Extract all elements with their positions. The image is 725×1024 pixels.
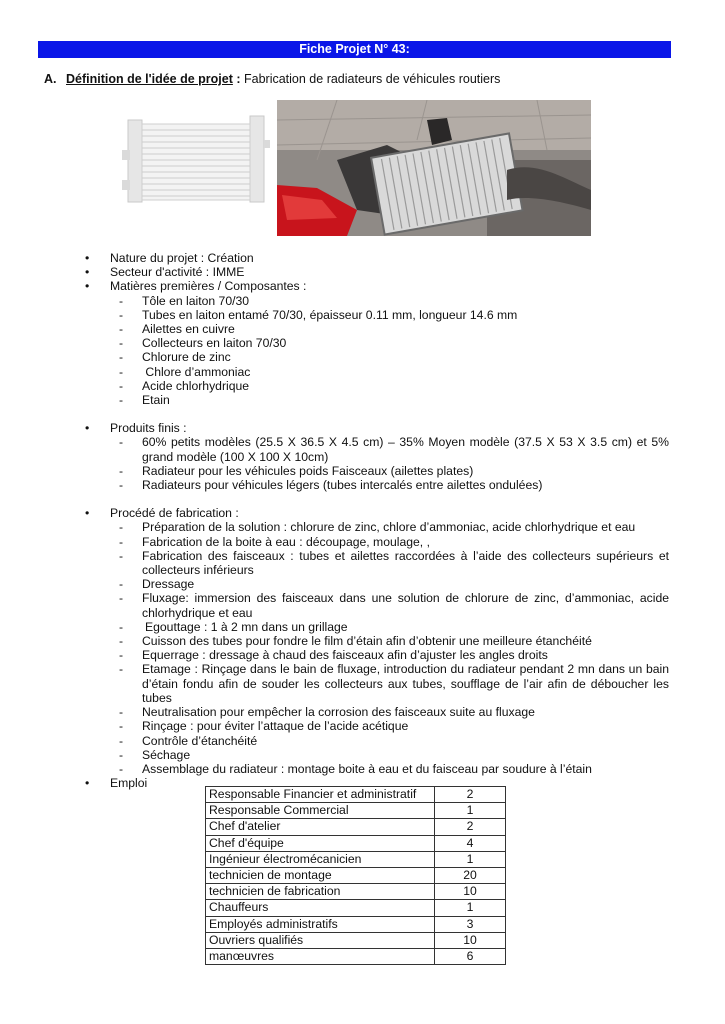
sub-item: [0, 705, 725, 719]
secteur-text: Secteur d'activité : IMME: [110, 265, 245, 280]
section-letter: A.: [44, 72, 57, 86]
dash: -: [119, 364, 124, 379]
project-details: [0, 251, 725, 790]
procede-step: Rinçage : pour éviter l’attaque de l’acide acétique: [142, 719, 409, 734]
list-item-produits: [0, 421, 725, 435]
matieres-label: Matières premières / Composantes :: [110, 279, 307, 294]
dash: -: [119, 350, 124, 365]
table-row: [206, 948, 506, 964]
role-cell: Chauffeurs: [206, 900, 435, 916]
sub-item: [0, 719, 725, 733]
table-row: [206, 851, 506, 867]
dash: -: [119, 435, 124, 450]
dash: -: [119, 619, 124, 634]
sub-item: [0, 549, 725, 577]
role-cell: manœuvres: [206, 948, 435, 964]
procede-step: Assemblage du radiateur : montage boite à eau et du faisceau par soudure à l’étain: [142, 761, 592, 776]
role-cell: Responsable Financier et administratif: [206, 787, 435, 803]
procede-step: Neutralisation pour empêcher la corrosion des faisceaux suite au fluxage: [142, 705, 535, 720]
count-cell: 10: [435, 932, 506, 948]
procede-step: Cuisson des tubes pour fondre le film d’étain afin d’obtenir une meilleure étanchéité: [142, 634, 592, 649]
dash: -: [119, 393, 124, 408]
emploi-label: Emploi: [110, 776, 148, 791]
table-row: [206, 884, 506, 900]
count-cell: 6: [435, 948, 506, 964]
count-cell: 1: [435, 851, 506, 867]
sub-item: [0, 662, 725, 705]
sub-item: [0, 435, 725, 463]
table-row: [206, 787, 506, 803]
section-colon: :: [232, 72, 241, 86]
dash: -: [119, 747, 124, 762]
sub-item: [0, 520, 725, 534]
dash: -: [119, 634, 124, 649]
produit-text: Radiateur pour les véhicules poids Faisceaux (ailettes plates): [142, 463, 474, 478]
list-item-secteur: [0, 265, 725, 279]
procede-label: Procédé de fabrication :: [110, 506, 239, 521]
sub-item: [0, 634, 725, 648]
list-item-procede: [0, 506, 725, 520]
sub-item: [0, 535, 725, 549]
sub-item: [0, 350, 725, 364]
matiere-text: Ailettes en cuivre: [142, 322, 235, 337]
sub-item: [0, 734, 725, 748]
dash: -: [119, 577, 124, 592]
role-cell: Chef d'atelier: [206, 819, 435, 835]
radiator-illustration-image: [118, 110, 273, 212]
page-title: Fiche Projet N° 43:: [299, 42, 410, 56]
sub-item: [0, 648, 725, 662]
list-item-matieres: [0, 279, 725, 293]
dash: -: [119, 336, 124, 351]
sub-item: [0, 393, 725, 407]
table-row: [206, 900, 506, 916]
sub-item: [0, 308, 725, 322]
matiere-text: Acide chlorhydrique: [142, 378, 250, 393]
table-row: [206, 819, 506, 835]
dash: -: [119, 293, 124, 308]
bullet: •: [85, 506, 90, 521]
dash: -: [119, 591, 124, 606]
matiere-text: Chlorure de zinc: [142, 350, 231, 365]
procede-step: Egouttage : 1 à 2 mn dans un grillage: [145, 619, 348, 634]
dash: -: [119, 534, 124, 549]
page-title-banner: [38, 41, 671, 58]
count-cell: 4: [435, 835, 506, 851]
dash: -: [119, 520, 124, 535]
bullet: •: [85, 279, 90, 294]
section-heading: [44, 72, 500, 86]
matiere-text: Collecteurs en laiton 70/30: [142, 336, 287, 351]
table-row: [206, 835, 506, 851]
matiere-text: Chlore d’ammoniac: [142, 364, 251, 379]
sub-item: [0, 620, 725, 634]
sub-item: [0, 748, 725, 762]
role-cell: Responsable Commercial: [206, 803, 435, 819]
count-cell: 20: [435, 867, 506, 883]
produit-text: Radiateurs pour véhicules légers (tubes intercalés entre ailettes ondulées): [142, 478, 543, 493]
procede-step: Dressage: [142, 577, 195, 592]
dash: -: [119, 719, 124, 734]
sub-item: [0, 379, 725, 393]
dash: -: [119, 322, 124, 337]
count-cell: 2: [435, 787, 506, 803]
radiator-photo-image: [277, 100, 591, 236]
dash: -: [119, 378, 124, 393]
table-row: [206, 803, 506, 819]
role-cell: Ouvriers qualifiés: [206, 932, 435, 948]
procede-step: Fabrication des faisceaux : tubes et ailettes raccordées à l’aide des collecteurs supérieurs et collecteurs inférieurs: [142, 548, 669, 578]
dash: -: [119, 733, 124, 748]
dash: -: [119, 761, 124, 776]
table-row: [206, 916, 506, 932]
table-row: [206, 867, 506, 883]
dash: -: [119, 662, 124, 677]
procede-step: Séchage: [142, 747, 191, 762]
procede-step: Contrôle d’étanchéité: [142, 733, 258, 748]
sub-item: [0, 365, 725, 379]
sub-item: [0, 478, 725, 492]
role-cell: technicien de fabrication: [206, 884, 435, 900]
count-cell: 1: [435, 900, 506, 916]
bullet: •: [85, 421, 90, 436]
dash: -: [119, 548, 124, 563]
matiere-text: Etain: [142, 393, 170, 408]
section-heading-text: Définition de l'idée de projet: [66, 72, 233, 86]
nature-text: Nature du projet : Création: [110, 251, 254, 265]
matiere-text: Tôle en laiton 70/30: [142, 293, 250, 308]
sub-item: [0, 577, 725, 591]
sub-item: [0, 591, 725, 619]
count-cell: 3: [435, 916, 506, 932]
procede-step: Fabrication de la boite à eau : découpage, moulage, ,: [142, 534, 430, 549]
bullet: •: [85, 265, 90, 280]
bullet: •: [85, 776, 90, 791]
produits-label: Produits finis :: [110, 421, 187, 436]
procede-step: Etamage : Rinçage dans le bain de fluxage, introduction du radiateur pendant 2 mn dans un bain d’étain fondu afin de souder les collecteurs aux tubes, soufflage de l’air afin de déboucher les tubes: [142, 662, 669, 705]
procede-step: Fluxage: immersion des faisceaux dans une solution de chlorure de zinc, d’ammoniac, acide chlorhydrique et eau: [142, 591, 669, 620]
emploi-table: [205, 786, 506, 965]
role-cell: Chef d'équipe: [206, 835, 435, 851]
matiere-text: Tubes en laiton entamé 70/30, épaisseur 0.11 mm, longueur 14.6 mm: [142, 307, 518, 322]
count-cell: 1: [435, 803, 506, 819]
dash: -: [119, 307, 124, 322]
sub-item: [0, 322, 725, 336]
sub-item: [0, 464, 725, 478]
dash: -: [119, 705, 124, 720]
dash: -: [119, 463, 124, 478]
sub-item: [0, 336, 725, 350]
sub-item: [0, 294, 725, 308]
sub-item: [0, 762, 725, 776]
count-cell: 2: [435, 819, 506, 835]
role-cell: technicien de montage: [206, 867, 435, 883]
dash: -: [119, 648, 124, 663]
role-cell: Employés administratifs: [206, 916, 435, 932]
table-row: [206, 932, 506, 948]
dash: -: [119, 478, 124, 493]
produit-text: 60% petits modèles (25.5 X 36.5 X 4.5 cm) – 35% Moyen modèle (37.5 X 53 X 3.5 cm) et 5% grand modèle (100 X 100 X 10cm): [142, 435, 669, 464]
count-cell: 10: [435, 884, 506, 900]
bullet: •: [85, 251, 90, 265]
role-cell: Ingénieur électromécanicien: [206, 851, 435, 867]
procede-step: Equerrage : dressage à chaud des faisceaux afin d’ajuster les angles droits: [142, 648, 548, 663]
procede-step: Préparation de la solution : chlorure de zinc, chlore d’ammoniac, acide chlorhydrique et eau: [142, 520, 636, 535]
section-description: Fabrication de radiateurs de véhicules routiers: [240, 72, 501, 86]
list-item-nature: [0, 251, 725, 265]
